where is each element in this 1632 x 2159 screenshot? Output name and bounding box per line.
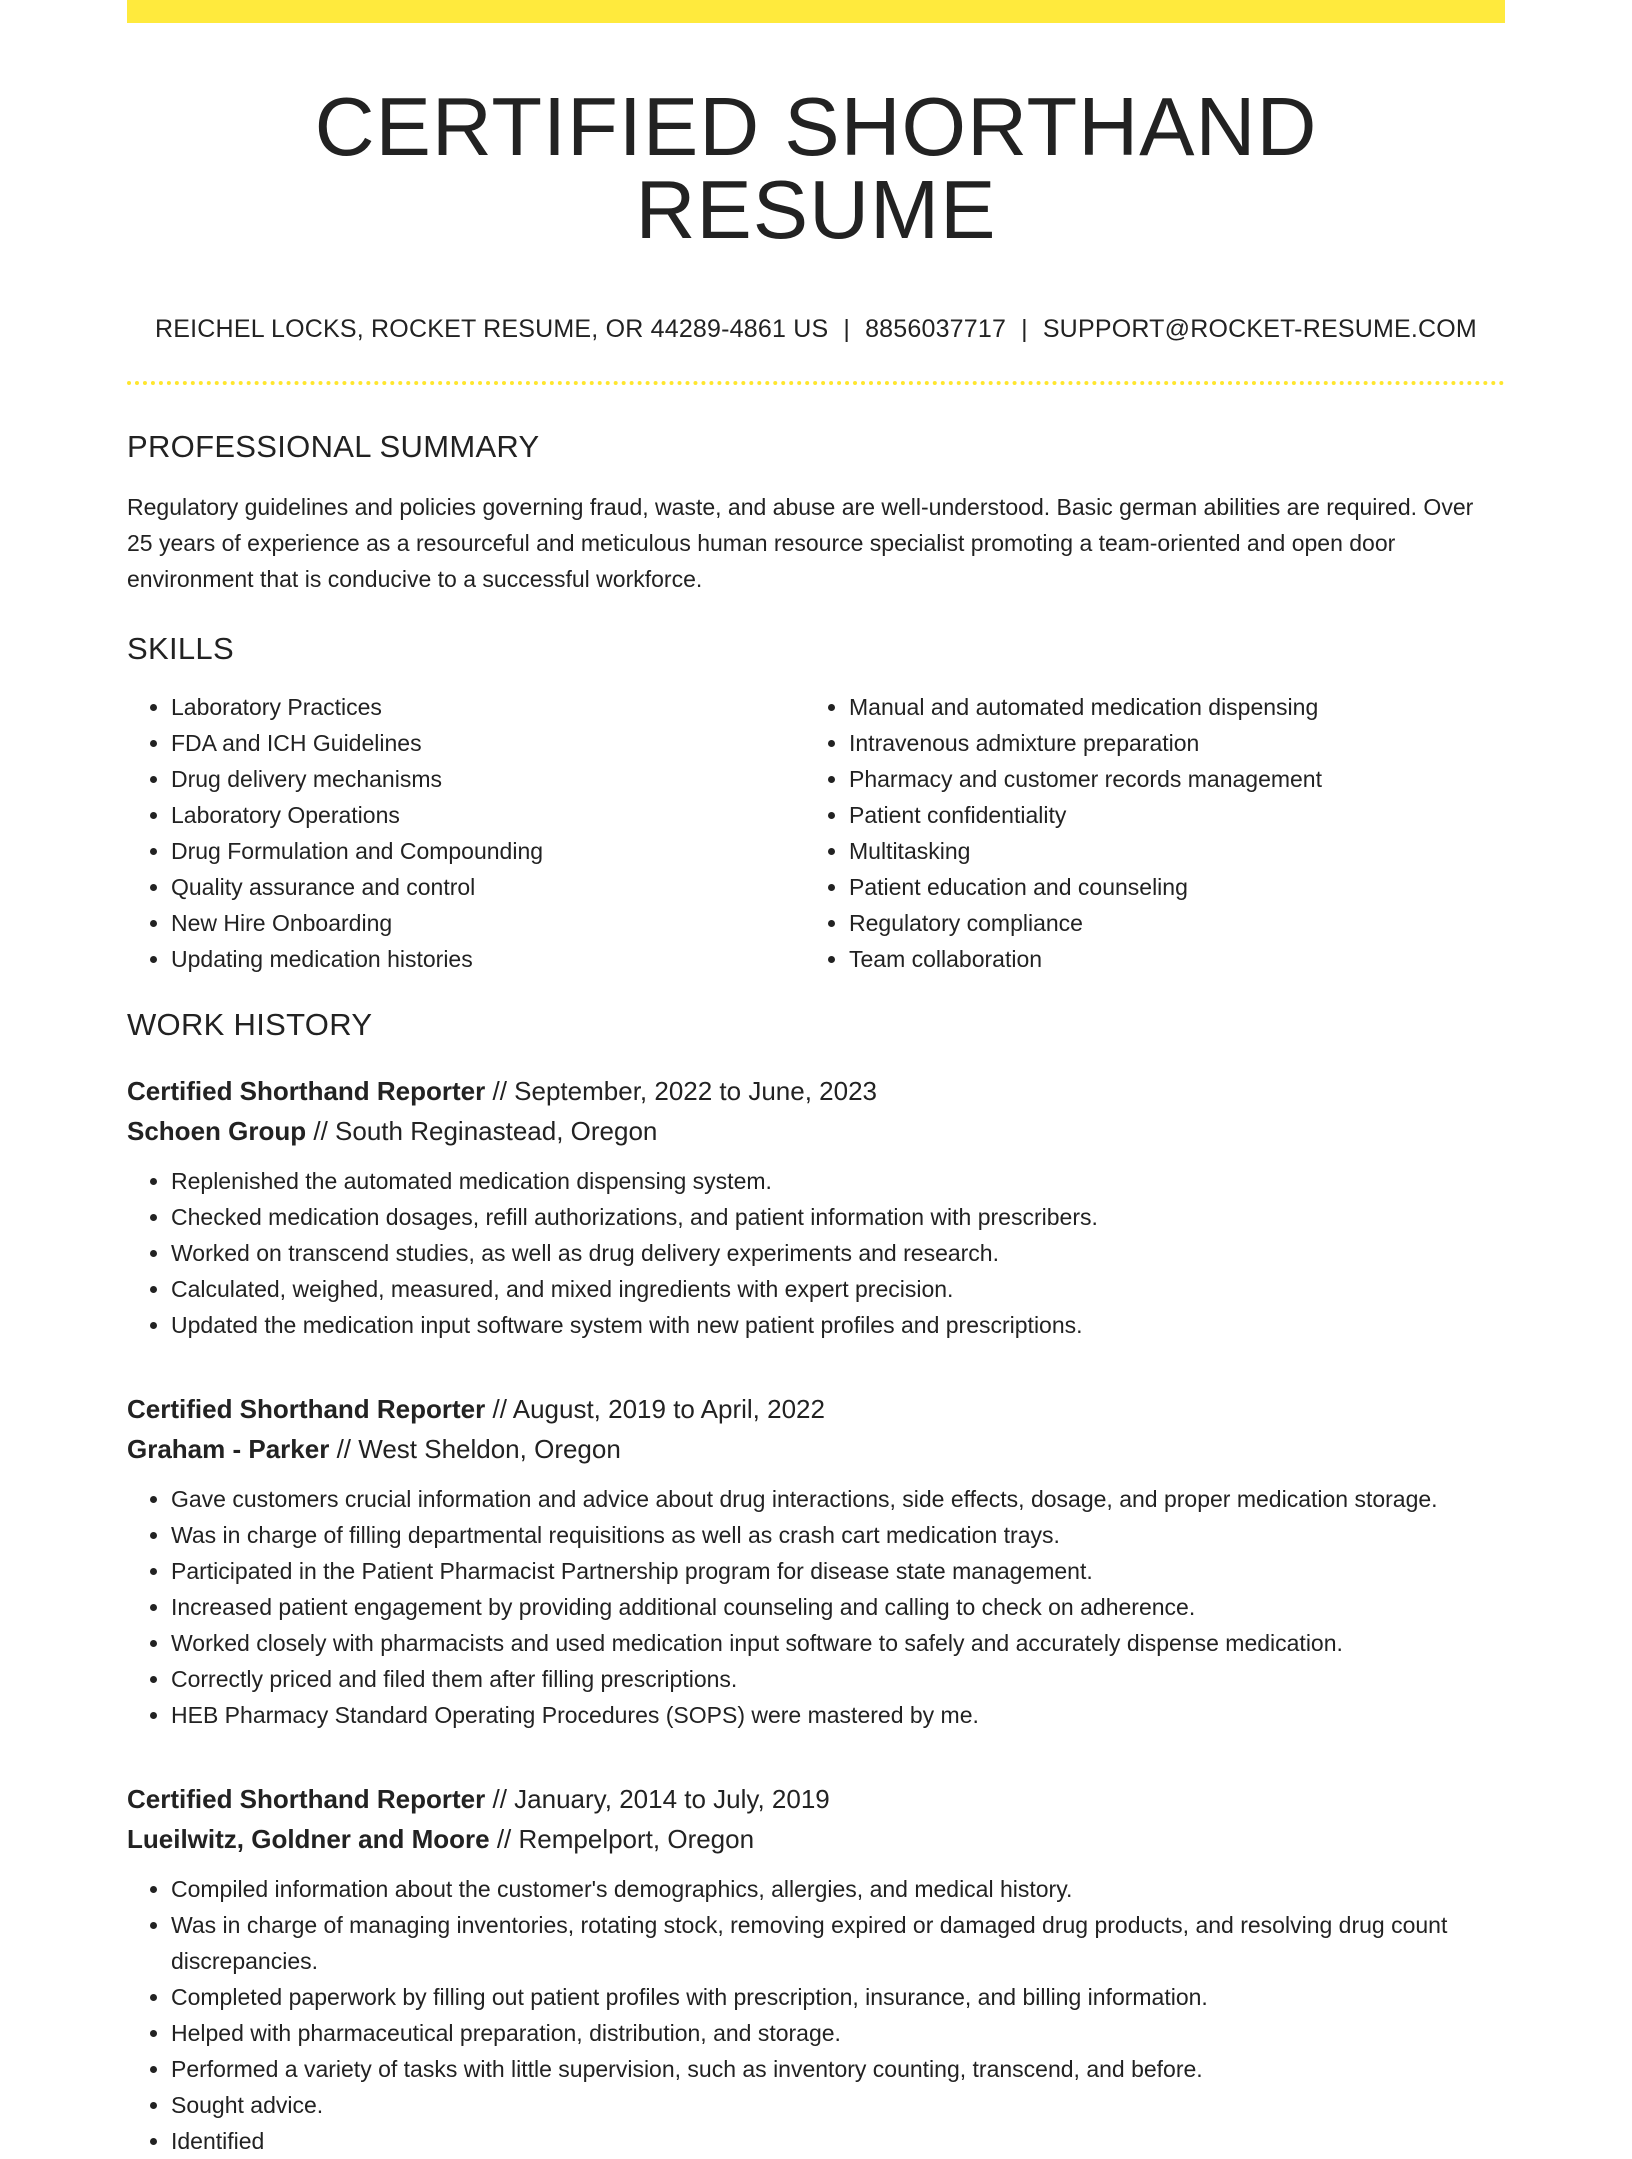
job-entry bbox=[127, 1071, 1505, 1343]
contact-line bbox=[127, 315, 1505, 344]
contact-address: REICHEL LOCKS, ROCKET RESUME, OR 44289-4861 US bbox=[155, 315, 829, 343]
duty-item: • Identified bbox=[171, 2123, 1505, 2159]
job-company-line bbox=[127, 1429, 1505, 1469]
duty-item: • Was in charge of managing inventories, rotating stock, removing expired or damaged drug products, and resolving drug count discrepancies. bbox=[171, 1907, 1505, 1979]
job-dates: September, 2022 to June, 2023 bbox=[514, 1076, 878, 1106]
skill-item: • Laboratory Practices bbox=[171, 689, 805, 725]
skill-item: • New Hire Onboarding bbox=[171, 905, 805, 941]
skill-item: • Patient education and counseling bbox=[849, 869, 1483, 905]
job-separator: // bbox=[336, 1434, 352, 1464]
job-separator: // bbox=[496, 1824, 512, 1854]
job-location: South Reginastead, Oregon bbox=[335, 1116, 658, 1146]
job-role: Certified Shorthand Reporter bbox=[127, 1784, 486, 1814]
skill-item: • Pharmacy and customer records management bbox=[849, 761, 1483, 797]
duty-item: • Updated the medication input software system with new patient profiles and prescriptions. bbox=[171, 1307, 1505, 1343]
job-company: Lueilwitz, Goldner and Moore bbox=[127, 1824, 490, 1854]
contact-separator: | bbox=[1021, 315, 1028, 343]
skill-item: • Drug delivery mechanisms bbox=[171, 761, 805, 797]
duty-item: • Worked closely with pharmacists and used medication input software to safely and accurately dispense medication. bbox=[171, 1625, 1505, 1661]
accent-bar bbox=[127, 0, 1505, 23]
summary-text: Regulatory guidelines and policies governing fraud, waste, and abuse are well-understood. Basic german abilities are required. Over 25 years of experience as a resourceful and meticulous human resource specialist promoting a team-oriented and open door environment that is conducive to a successful workforce. bbox=[127, 494, 1474, 592]
resume-page bbox=[127, 0, 1505, 2159]
skill-item: • Laboratory Operations bbox=[171, 797, 805, 833]
job-separator: // bbox=[492, 1784, 507, 1814]
duty-item: • Participated in the Patient Pharmacist Partnership program for disease state management. bbox=[171, 1553, 1505, 1589]
job-entry bbox=[127, 1389, 1505, 1733]
job-separator: // bbox=[492, 1394, 507, 1424]
job-company-line bbox=[127, 1111, 1505, 1151]
job-role-line bbox=[127, 1389, 1505, 1429]
duty-item: • Completed paperwork by filling out patient profiles with prescription, insurance, and billing information. bbox=[171, 1979, 1505, 2015]
skill-item: • Updating medication histories bbox=[171, 941, 805, 977]
job-role: Certified Shorthand Reporter bbox=[127, 1076, 486, 1106]
resume-title: CERTIFIED SHORTHAND RESUME bbox=[314, 80, 1318, 256]
skill-item: • FDA and ICH Guidelines bbox=[171, 725, 805, 761]
duty-item: • Checked medication dosages, refill authorizations, and patient information with prescribers. bbox=[171, 1199, 1505, 1235]
duty-item: • Calculated, weighed, measured, and mixed ingredients with expert precision. bbox=[171, 1271, 1505, 1307]
duty-item: • HEB Pharmacy Standard Operating Procedures (SOPS) were mastered by me. bbox=[171, 1697, 1505, 1733]
dotted-divider bbox=[127, 381, 1505, 385]
skill-item: • Quality assurance and control bbox=[171, 869, 805, 905]
job-duties bbox=[127, 1481, 1505, 1733]
skill-item: • Team collaboration bbox=[849, 941, 1483, 977]
duty-item: • Increased patient engagement by providing additional counseling and calling to check on adherence. bbox=[171, 1589, 1505, 1625]
skills-heading: SKILLS bbox=[127, 631, 234, 666]
duty-item: • Helped with pharmaceutical preparation, distribution, and storage. bbox=[171, 2015, 1505, 2051]
duty-item: • Worked on transcend studies, as well as drug delivery experiments and research. bbox=[171, 1235, 1505, 1271]
duty-item: • Gave customers crucial information and advice about drug interactions, side effects, dosage, and proper medication storage. bbox=[171, 1481, 1505, 1517]
skill-item: • Manual and automated medication dispensing bbox=[849, 689, 1483, 725]
skill-item: • Intravenous admixture preparation bbox=[849, 725, 1483, 761]
job-company: Schoen Group bbox=[127, 1116, 307, 1146]
job-separator: // bbox=[492, 1076, 507, 1106]
job-role-line bbox=[127, 1779, 1505, 1819]
skill-item: • Drug Formulation and Compounding bbox=[171, 833, 805, 869]
job-company: Graham - Parker bbox=[127, 1434, 330, 1464]
skill-item: • Regulatory compliance bbox=[849, 905, 1483, 941]
job-location: West Sheldon, Oregon bbox=[358, 1434, 621, 1464]
contact-email: SUPPORT@ROCKET-RESUME.COM bbox=[1042, 315, 1477, 343]
job-company-line bbox=[127, 1819, 1505, 1859]
work-history-heading: WORK HISTORY bbox=[127, 1007, 373, 1042]
summary-heading: PROFESSIONAL SUMMARY bbox=[127, 429, 540, 464]
job-dates: January, 2014 to July, 2019 bbox=[514, 1784, 830, 1814]
job-location: Rempelport, Oregon bbox=[518, 1824, 755, 1854]
job-dates: August, 2019 to April, 2022 bbox=[512, 1394, 825, 1424]
duty-item: • Sought advice. bbox=[171, 2087, 1505, 2123]
skills-column-right bbox=[805, 689, 1483, 977]
skills-column-left bbox=[127, 689, 805, 977]
job-role: Certified Shorthand Reporter bbox=[127, 1394, 486, 1424]
duty-item: • Performed a variety of tasks with little supervision, such as inventory counting, transcend, and before. bbox=[171, 2051, 1505, 2087]
duty-item: • Replenished the automated medication dispensing system. bbox=[171, 1163, 1505, 1199]
skills-list bbox=[127, 689, 1505, 977]
duty-item: • Correctly priced and filed them after filling prescriptions. bbox=[171, 1661, 1505, 1697]
skill-item: • Patient confidentiality bbox=[849, 797, 1483, 833]
contact-phone: 8856037717 bbox=[865, 315, 1007, 343]
contact-separator: | bbox=[843, 315, 851, 343]
job-duties bbox=[127, 1163, 1505, 1343]
job-role-line bbox=[127, 1071, 1505, 1111]
job-duties bbox=[127, 1871, 1505, 2159]
skill-item: • Multitasking bbox=[849, 833, 1483, 869]
job-entry bbox=[127, 1779, 1505, 2159]
duty-item: • Compiled information about the customer's demographics, allergies, and medical history. bbox=[171, 1871, 1505, 1907]
job-separator: // bbox=[313, 1116, 328, 1146]
duty-item: • Was in charge of filling departmental requisitions as well as crash cart medication trays. bbox=[171, 1517, 1505, 1553]
